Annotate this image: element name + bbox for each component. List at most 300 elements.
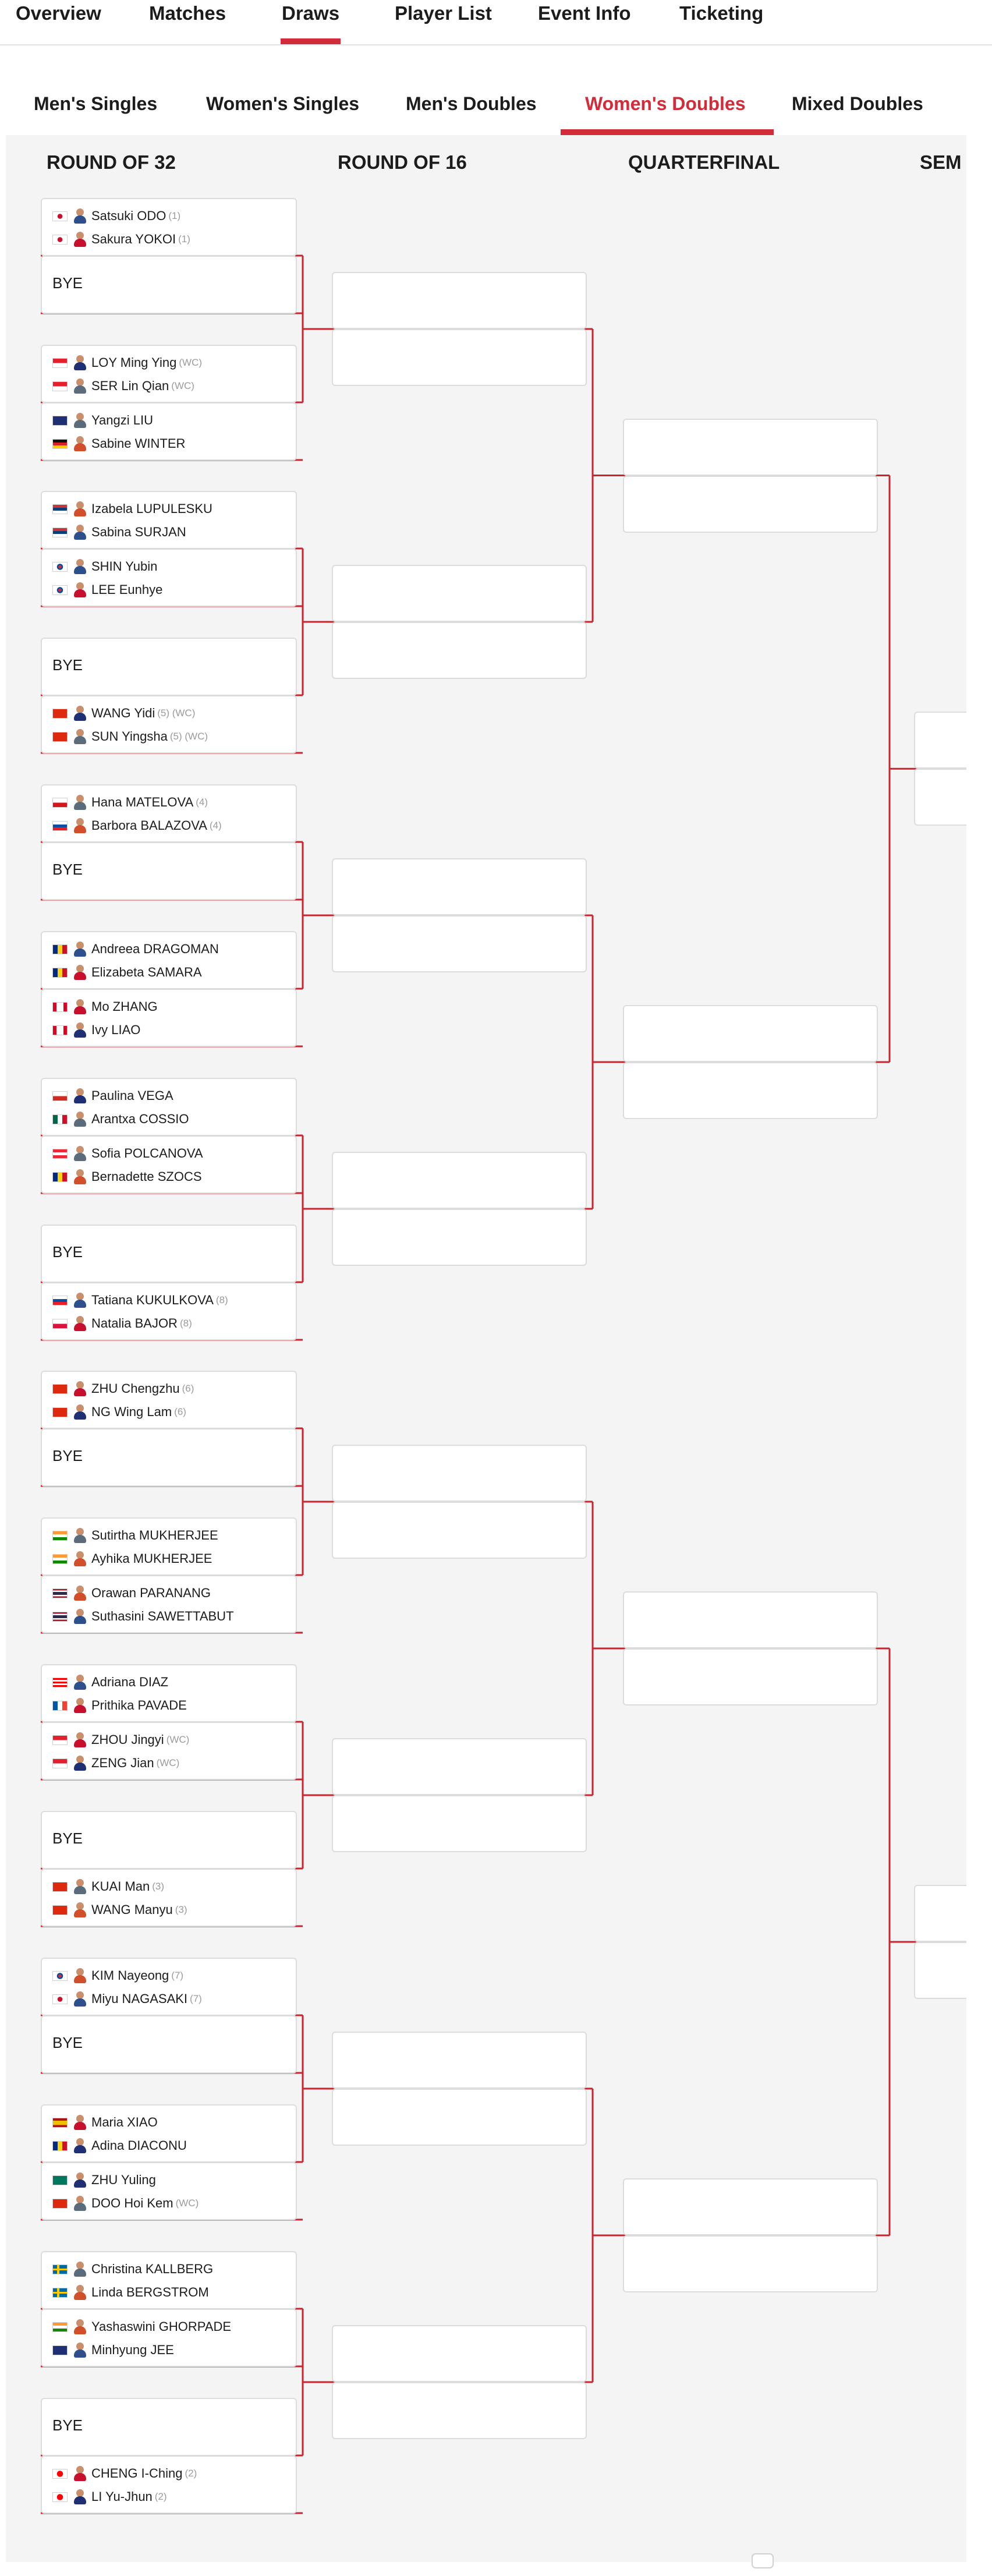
- r32-entry[interactable]: [41, 2104, 297, 2163]
- player-name[interactable]: Tatiana KUKULKOVA: [91, 1293, 214, 1307]
- seed-label: (WC): [171, 380, 194, 391]
- seed-label: (2): [185, 2468, 197, 2479]
- player-name[interactable]: Barbora BALAZOVA: [91, 818, 207, 833]
- player-row[interactable]: [52, 961, 202, 983]
- event-tabs: [0, 87, 966, 135]
- player-avatar-icon: [73, 412, 86, 429]
- player-avatar-icon: [73, 2284, 86, 2301]
- seed-label: (4): [209, 820, 222, 831]
- player-row[interactable]: [52, 1524, 218, 1547]
- bye-entry[interactable]: [41, 842, 297, 900]
- player-name[interactable]: Arantxa COSSIO: [91, 1112, 189, 1126]
- flag-icon: [52, 1735, 68, 1745]
- flag-icon: [52, 1588, 68, 1598]
- player-row[interactable]: [52, 2339, 174, 2361]
- r16-slot[interactable]: [332, 622, 587, 679]
- r32-entry[interactable]: [41, 1282, 297, 1340]
- player-name[interactable]: Yashaswini GHORPADE: [91, 2319, 232, 2334]
- player-name[interactable]: Ayhika MUKHERJEE: [91, 1551, 212, 1566]
- flag-icon: [52, 2175, 68, 2185]
- sf-slot[interactable]: [914, 1942, 966, 1999]
- bye-entry[interactable]: [41, 638, 297, 696]
- seed-label: (7): [190, 1993, 202, 2004]
- player-row[interactable]: [52, 1401, 186, 1423]
- player-name[interactable]: LI Yu-Jhun: [91, 2489, 153, 2504]
- player-avatar-icon: [73, 378, 86, 394]
- player-name[interactable]: NG Wing Lam: [91, 1404, 172, 1419]
- flag-icon: [52, 2199, 68, 2209]
- player-row[interactable]: [52, 2281, 209, 2303]
- player-row[interactable]: [52, 433, 185, 455]
- player-row[interactable]: [52, 1085, 173, 1107]
- bye-entry[interactable]: [41, 1811, 297, 1869]
- player-name[interactable]: SER Lin Qian: [91, 378, 169, 393]
- flag-icon: [52, 2345, 68, 2355]
- player-name[interactable]: Elizabeta SAMARA: [91, 965, 202, 979]
- player-name[interactable]: SHIN Yubin: [91, 559, 158, 574]
- player-avatar-icon: [73, 728, 86, 745]
- player-row[interactable]: [52, 1605, 234, 1627]
- seed-label: (4): [196, 797, 208, 808]
- player-avatar-icon: [73, 1674, 86, 1690]
- flag-icon: [52, 2322, 68, 2332]
- player-avatar-icon: [73, 2138, 86, 2154]
- flag-icon: [52, 1612, 68, 1622]
- r32-entry[interactable]: [41, 1664, 297, 1722]
- player-row[interactable]: [52, 1965, 183, 1987]
- player-name[interactable]: Maria XIAO: [91, 2115, 158, 2129]
- player-name[interactable]: LEE Eunhye: [91, 582, 163, 597]
- player-name[interactable]: Christina KALLBERG: [91, 2262, 214, 2276]
- player-avatar-icon: [73, 1292, 86, 1308]
- player-row[interactable]: [52, 1378, 194, 1400]
- flag-icon: [52, 235, 68, 245]
- player-avatar-icon: [73, 1022, 86, 1038]
- r32-entry[interactable]: [41, 784, 297, 843]
- player-avatar-icon: [73, 2319, 86, 2335]
- flag-icon: [52, 1531, 68, 1541]
- player-avatar-icon: [73, 231, 86, 247]
- r32-entry[interactable]: [41, 2455, 297, 2514]
- player-avatar-icon: [73, 1088, 86, 1104]
- r16-slot[interactable]: [332, 272, 587, 329]
- r32-entry[interactable]: [41, 2309, 297, 2367]
- player-name[interactable]: Andreea DRAGOMAN: [91, 942, 219, 956]
- player-row[interactable]: [52, 1752, 179, 1774]
- flag-icon: [52, 528, 68, 537]
- bye-label: BYE: [52, 656, 83, 674]
- player-name[interactable]: Sabine WINTER: [91, 436, 186, 451]
- flag-icon: [52, 1554, 68, 1564]
- r16-slot[interactable]: [332, 2382, 587, 2439]
- r32-entry[interactable]: [41, 549, 297, 607]
- player-row[interactable]: [52, 1876, 164, 1898]
- flag-icon: [52, 1384, 68, 1394]
- round-heading-r16: ROUND OF 16: [338, 151, 467, 173]
- bye-entry[interactable]: [41, 2398, 297, 2456]
- r16-slot[interactable]: [332, 858, 587, 915]
- player-avatar-icon: [73, 1608, 86, 1625]
- r32-entry[interactable]: [41, 1517, 297, 1576]
- flag-icon: [52, 1994, 68, 2004]
- tab-mens-singles[interactable]: Men's Singles: [34, 93, 158, 114]
- player-avatar-icon: [73, 2489, 86, 2505]
- player-name[interactable]: Adina DIACONU: [91, 2138, 187, 2153]
- player-name[interactable]: Sofia POLCANOVA: [91, 1146, 203, 1160]
- flag-icon: [52, 504, 68, 514]
- flag-icon: [52, 1758, 68, 1768]
- player-avatar-icon: [73, 1755, 86, 1771]
- seed-label: (5) (WC): [169, 731, 208, 742]
- player-avatar-icon: [73, 2195, 86, 2211]
- player-name[interactable]: Sabina SURJAN: [91, 525, 186, 539]
- r32-entry[interactable]: [41, 931, 297, 989]
- flag-icon: [52, 732, 68, 742]
- player-row[interactable]: [52, 375, 194, 397]
- main-navigation: [0, 0, 992, 45]
- player-row[interactable]: [52, 2316, 231, 2338]
- player-row[interactable]: [52, 1142, 203, 1165]
- player-name[interactable]: Suthasini SAWETTABUT: [91, 1609, 234, 1623]
- sf-slot[interactable]: [914, 1885, 966, 1942]
- r32-entry[interactable]: [41, 1722, 297, 1780]
- player-avatar-icon: [73, 1111, 86, 1127]
- player-row[interactable]: [52, 815, 222, 837]
- player-row[interactable]: [52, 702, 195, 724]
- player-row[interactable]: [52, 2169, 156, 2191]
- player-name[interactable]: Satsuki ODO: [91, 208, 166, 223]
- bye-label: BYE: [52, 1447, 83, 1464]
- player-avatar-icon: [73, 818, 86, 834]
- player-avatar-icon: [73, 2172, 86, 2188]
- qf-slot[interactable]: [623, 2178, 878, 2235]
- flag-icon: [52, 2492, 68, 2502]
- r32-entry[interactable]: [41, 1371, 297, 1429]
- tab-mixed-doubles[interactable]: Mixed Doubles: [792, 93, 923, 114]
- player-row[interactable]: [52, 726, 208, 748]
- player-row[interactable]: [52, 1694, 187, 1717]
- flag-icon: [52, 1172, 68, 1182]
- player-avatar-icon: [73, 1169, 86, 1185]
- qf-slot[interactable]: [623, 419, 878, 476]
- r16-slot[interactable]: [332, 1502, 587, 1559]
- player-avatar-icon: [73, 1732, 86, 1748]
- qf-slot[interactable]: [623, 1648, 878, 1705]
- flag-icon: [52, 1002, 68, 1012]
- flag-icon: [52, 358, 68, 368]
- flag-icon: [52, 1296, 68, 1305]
- player-name[interactable]: ZENG Jian: [91, 1756, 154, 1770]
- player-row[interactable]: [52, 228, 190, 250]
- r16-slot[interactable]: [332, 915, 587, 972]
- r32-entry[interactable]: [41, 2162, 297, 2220]
- player-name[interactable]: Bernadette SZOCS: [91, 1169, 202, 1184]
- seed-label: (WC): [156, 1757, 180, 1768]
- player-row[interactable]: [52, 2192, 199, 2214]
- bye-label: BYE: [52, 2416, 83, 2434]
- player-avatar-icon: [73, 1968, 86, 1984]
- tab-womens-singles[interactable]: Women's Singles: [206, 93, 360, 114]
- flag-icon: [52, 1882, 68, 1892]
- player-avatar-icon: [73, 2342, 86, 2358]
- r32-entry[interactable]: [41, 491, 297, 549]
- player-avatar-icon: [73, 1404, 86, 1420]
- player-name[interactable]: ZHOU Jingyi: [91, 1732, 164, 1747]
- seed-label: (3): [175, 1904, 187, 1915]
- flag-icon: [52, 2141, 68, 2151]
- qf-slot[interactable]: [623, 1591, 878, 1648]
- player-row[interactable]: [52, 996, 158, 1018]
- bye-label: BYE: [52, 1243, 83, 1261]
- bye-entry[interactable]: [41, 2015, 297, 2073]
- flag-icon: [52, 1149, 68, 1159]
- tab-mens-doubles[interactable]: Men's Doubles: [406, 93, 537, 114]
- seed-label: (1): [168, 210, 181, 221]
- player-avatar-icon: [73, 964, 86, 981]
- r16-slot[interactable]: [332, 1152, 587, 1209]
- player-name[interactable]: Linda BERGSTROM: [91, 2285, 209, 2299]
- round-heading-sf: SEM: [920, 151, 962, 173]
- r32-entry[interactable]: [41, 1958, 297, 2016]
- flag-icon: [52, 1091, 68, 1101]
- flag-icon: [52, 968, 68, 978]
- player-row[interactable]: [52, 2462, 197, 2485]
- tab-matches[interactable]: Matches: [149, 2, 226, 24]
- player-row[interactable]: [52, 1289, 228, 1311]
- player-avatar-icon: [73, 1991, 86, 2007]
- player-avatar-icon: [73, 1527, 86, 1544]
- player-row[interactable]: [52, 1108, 189, 1130]
- tab-event-info[interactable]: Event Info: [538, 2, 631, 24]
- player-avatar-icon: [73, 2261, 86, 2277]
- tab-player-list[interactable]: Player List: [395, 2, 492, 24]
- player-avatar-icon: [73, 2114, 86, 2131]
- player-name[interactable]: SUN Yingsha: [91, 729, 168, 744]
- player-name[interactable]: Adriana DIAZ: [91, 1675, 169, 1689]
- sf-slot[interactable]: [914, 712, 966, 769]
- qf-slot[interactable]: [623, 2235, 878, 2292]
- r16-slot[interactable]: [332, 1209, 587, 1266]
- flag-icon: [52, 2288, 68, 2298]
- flag-icon: [52, 381, 68, 391]
- player-name[interactable]: Izabela LUPULESKU: [91, 501, 212, 516]
- flag-icon: [52, 2469, 68, 2479]
- player-avatar-icon: [73, 705, 86, 721]
- player-row[interactable]: [52, 1548, 212, 1570]
- bye-label: BYE: [52, 2034, 83, 2051]
- player-name[interactable]: Orawan PARANANG: [91, 1586, 211, 1600]
- player-row[interactable]: [52, 1312, 192, 1335]
- player-name[interactable]: Miyu NAGASAKI: [91, 1991, 188, 2006]
- player-row[interactable]: [52, 938, 219, 960]
- r16-slot[interactable]: [332, 2089, 587, 2146]
- round-heading-qf: QUARTERFINAL: [628, 151, 780, 173]
- r16-slot[interactable]: [332, 1445, 587, 1502]
- r32-entry[interactable]: [41, 402, 297, 461]
- seed-label: (WC): [179, 357, 203, 368]
- player-avatar-icon: [73, 2465, 86, 2482]
- qf-slot[interactable]: [623, 1005, 878, 1062]
- player-avatar-icon: [73, 1381, 86, 1397]
- bye-label: BYE: [52, 861, 83, 878]
- seed-label: (2): [154, 2491, 167, 2502]
- tab-overview[interactable]: Overview: [16, 2, 101, 24]
- player-name[interactable]: Yangzi LIU: [91, 413, 153, 427]
- r32-entry[interactable]: [41, 1575, 297, 1633]
- qf-slot[interactable]: [623, 1062, 878, 1119]
- player-name[interactable]: Sutirtha MUKHERJEE: [91, 1528, 218, 1542]
- player-name[interactable]: DOO Hoi Kem: [91, 2196, 173, 2210]
- flag-icon: [52, 2118, 68, 2128]
- player-name[interactable]: KUAI Man: [91, 1879, 150, 1894]
- seed-label: (6): [174, 1406, 186, 1417]
- bye-label: BYE: [52, 274, 83, 292]
- player-name[interactable]: CHENG I-Ching: [91, 2466, 183, 2481]
- flag-icon: [52, 944, 68, 954]
- flag-icon: [52, 1407, 68, 1417]
- bye-entry[interactable]: [41, 1225, 297, 1283]
- r16-slot[interactable]: [332, 565, 587, 622]
- player-name[interactable]: Hana MATELOVA: [91, 795, 194, 809]
- player-row[interactable]: [52, 791, 208, 813]
- player-avatar-icon: [73, 999, 86, 1015]
- player-avatar-icon: [73, 558, 86, 575]
- player-avatar-icon: [73, 794, 86, 811]
- player-name[interactable]: LOY Ming Ying: [91, 355, 177, 370]
- tab-draws[interactable]: Draws: [282, 2, 339, 38]
- player-avatar-icon: [73, 355, 86, 371]
- player-avatar-icon: [73, 1697, 86, 1714]
- seed-label: (1): [178, 233, 190, 245]
- player-name[interactable]: KIM Nayeong: [91, 1968, 169, 1983]
- player-row[interactable]: [52, 1899, 187, 1921]
- flag-icon: [52, 211, 68, 221]
- player-name[interactable]: Ivy LIAO: [91, 1022, 141, 1037]
- draw-bracket: [6, 135, 966, 2562]
- r16-slot[interactable]: [332, 329, 587, 386]
- player-row[interactable]: [52, 409, 153, 431]
- player-avatar-icon: [73, 1902, 86, 1918]
- r16-slot[interactable]: [332, 2325, 587, 2382]
- player-row[interactable]: [52, 2486, 167, 2508]
- tab-ticketing[interactable]: Ticketing: [679, 2, 764, 24]
- seed-label: (8): [179, 1318, 192, 1329]
- player-avatar-icon: [73, 1878, 86, 1895]
- player-name[interactable]: Sakura YOKOI: [91, 232, 176, 246]
- player-name[interactable]: ZHU Chengzhu: [91, 1381, 180, 1396]
- player-row[interactable]: [52, 498, 212, 520]
- flag-icon: [52, 1971, 68, 1981]
- flag-icon: [52, 1701, 68, 1711]
- player-row[interactable]: [52, 2135, 187, 2157]
- flag-icon: [52, 585, 68, 595]
- seed-label: (7): [171, 1970, 184, 1981]
- flag-icon: [52, 1114, 68, 1124]
- sf-slot[interactable]: [914, 769, 966, 826]
- player-row[interactable]: [52, 555, 157, 578]
- r32-entry[interactable]: [41, 695, 297, 753]
- player-avatar-icon: [73, 524, 86, 540]
- flag-icon: [52, 709, 68, 719]
- r16-slot[interactable]: [332, 2032, 587, 2089]
- player-row[interactable]: [52, 2258, 213, 2280]
- flag-icon: [52, 439, 68, 449]
- player-row[interactable]: [52, 2111, 158, 2133]
- seed-label: (6): [182, 1383, 194, 1394]
- player-row[interactable]: [52, 352, 202, 374]
- bye-entry[interactable]: [41, 1428, 297, 1487]
- player-row[interactable]: [52, 579, 162, 601]
- player-row[interactable]: [52, 1729, 189, 1751]
- player-avatar-icon: [73, 1551, 86, 1567]
- player-name[interactable]: Minhyung JEE: [91, 2343, 174, 2357]
- player-avatar-icon: [73, 436, 86, 452]
- player-name[interactable]: Natalia BAJOR: [91, 1316, 178, 1331]
- player-name[interactable]: WANG Manyu: [91, 1902, 173, 1917]
- player-name[interactable]: Prithika PAVADE: [91, 1698, 187, 1712]
- flag-icon: [52, 1025, 68, 1035]
- resize-handle-icon[interactable]: [751, 2553, 774, 2569]
- player-row[interactable]: [52, 1988, 202, 2010]
- r32-entry[interactable]: [41, 198, 297, 256]
- player-avatar-icon: [73, 501, 86, 517]
- seed-label: (8): [215, 1294, 228, 1305]
- player-avatar-icon: [73, 941, 86, 957]
- bye-entry[interactable]: [41, 256, 297, 314]
- seed-label: (5) (WC): [157, 707, 196, 719]
- seed-label: (WC): [175, 2198, 199, 2209]
- round-heading-r32: ROUND OF 32: [47, 151, 176, 173]
- player-name[interactable]: WANG Yidi: [91, 706, 155, 720]
- player-row[interactable]: [52, 1019, 140, 1041]
- r16-slot[interactable]: [332, 1795, 587, 1852]
- seed-label: (WC): [166, 1734, 190, 1745]
- r32-entry[interactable]: [41, 2251, 297, 2309]
- seed-label: (3): [152, 1881, 165, 1892]
- player-name[interactable]: Mo ZHANG: [91, 999, 158, 1014]
- player-avatar-icon: [73, 1585, 86, 1601]
- flag-icon: [52, 798, 68, 808]
- player-avatar-icon: [73, 1315, 86, 1332]
- player-row[interactable]: [52, 205, 180, 227]
- flag-icon: [52, 1319, 68, 1329]
- player-row[interactable]: [52, 1166, 202, 1188]
- player-avatar-icon: [73, 208, 86, 224]
- player-avatar-icon: [73, 1145, 86, 1162]
- qf-slot[interactable]: [623, 476, 878, 533]
- player-avatar-icon: [73, 582, 86, 598]
- bye-label: BYE: [52, 1830, 83, 1847]
- flag-icon: [52, 821, 68, 831]
- flag-icon: [52, 2264, 68, 2274]
- r32-entry[interactable]: [41, 1135, 297, 1194]
- player-row[interactable]: [52, 521, 186, 543]
- r32-entry[interactable]: [41, 989, 297, 1047]
- player-row[interactable]: [52, 1582, 211, 1604]
- r16-slot[interactable]: [332, 1738, 587, 1795]
- r32-entry[interactable]: [41, 1869, 297, 1927]
- flag-icon: [52, 1678, 68, 1687]
- player-row[interactable]: [52, 1671, 168, 1693]
- flag-icon: [52, 416, 68, 426]
- tab-womens-doubles[interactable]: Women's Doubles: [585, 93, 746, 128]
- r32-entry[interactable]: [41, 1078, 297, 1136]
- player-name[interactable]: Paulina VEGA: [91, 1088, 173, 1103]
- player-name[interactable]: ZHU Yuling: [91, 2172, 156, 2187]
- r32-entry[interactable]: [41, 345, 297, 403]
- flag-icon: [52, 562, 68, 572]
- flag-icon: [52, 1905, 68, 1915]
